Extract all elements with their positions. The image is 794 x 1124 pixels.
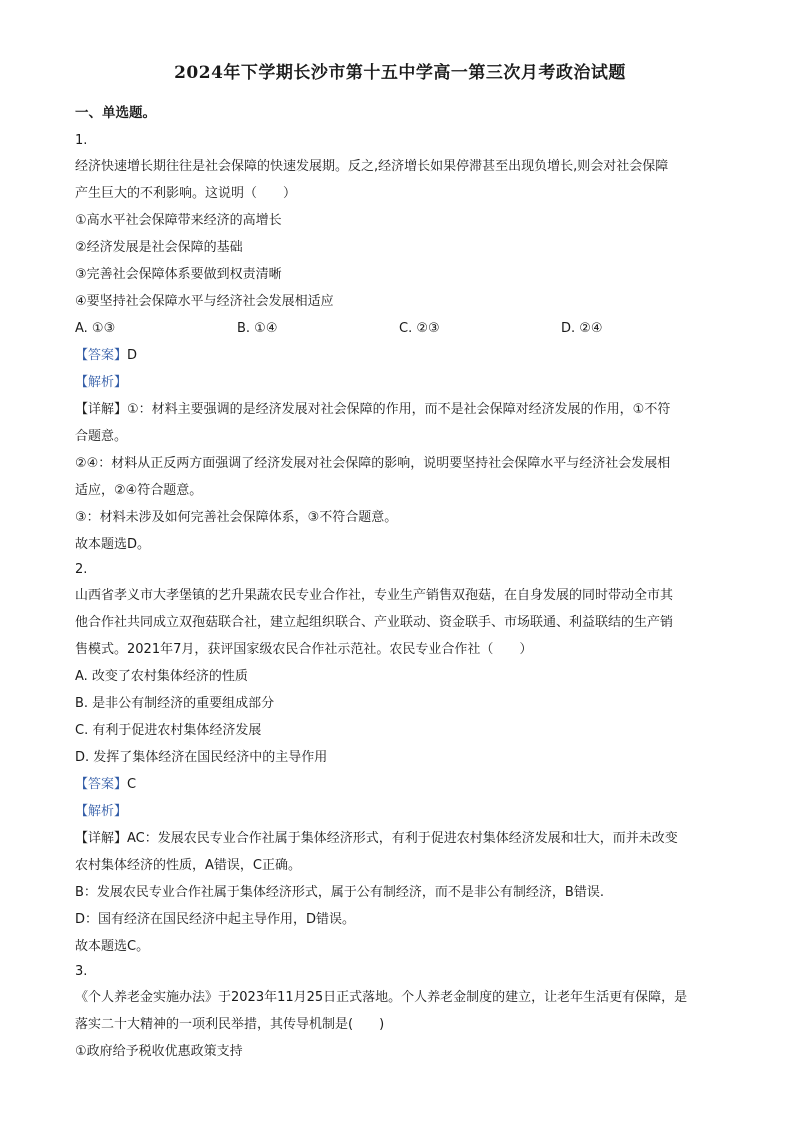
option-d: D. ②④ (561, 321, 603, 336)
answer-tag: 【答案】 (75, 777, 128, 792)
page-title: 2024年下学期长沙市第十五中学高一第三次月考政治试题 (174, 63, 626, 83)
statement-item: ①政府给予税收优惠政策支持 (75, 1044, 243, 1059)
question-number: 2. (75, 562, 88, 577)
answer-options (75, 315, 725, 342)
answer-value: C (127, 777, 137, 792)
question-stem: 产生巨大的不利影响。这说明（ ） (75, 186, 297, 201)
detail-text: D：国有经济在国民经济中起主导作用，D错误。 (75, 912, 356, 927)
detail-tag: 【详解】 (75, 402, 128, 417)
question-stem: 山西省孝义市大孝堡镇的艺升果蔬农民专业合作社，专业生产销售双孢菇，在自身发展的同时带动全市其 (75, 588, 674, 603)
answer-line (75, 342, 725, 369)
question-number: 3. (75, 964, 88, 979)
analysis-tag: 【解析】 (75, 375, 128, 390)
option-b: B. 是非公有制经济的重要组成部分 (75, 696, 275, 711)
detail-text: B：发展农民专业合作社属于集体经济形式，属于公有制经济，而不是非公有制经济，B错误. (75, 885, 604, 900)
detail-line (75, 825, 725, 852)
detail-tag: 【详解】 (75, 831, 128, 846)
option-b: B. ①④ (237, 321, 278, 336)
option-a: A. ①③ (75, 321, 116, 336)
question-2 (75, 558, 725, 960)
question-stem: 他合作社共同成立双孢菇联合社，建立起组织联合、产业联动、资金联手、市场联通、利益联结的生产销 (75, 615, 674, 630)
detail-line (75, 396, 725, 423)
statement-item: ④要坚持社会保障水平与经济社会发展相适应 (75, 294, 334, 309)
option-c: C. ②③ (399, 321, 440, 336)
conclusion: 故本题选D。 (75, 537, 151, 552)
exam-page (75, 58, 725, 1065)
detail-text: 适应，②④符合题意。 (75, 483, 203, 498)
option-c: C. 有利于促进农村集体经济发展 (75, 723, 262, 738)
analysis-tag: 【解析】 (75, 804, 128, 819)
statement-item: ①高水平社会保障带来经济的高增长 (75, 213, 282, 228)
detail-text: ③：材料未涉及如何完善社会保障体系，③不符合题意。 (75, 510, 398, 525)
option-a: A. 改变了农村集体经济的性质 (75, 669, 248, 684)
detail-text: 合题意。 (75, 429, 128, 444)
detail-text: ①：材料主要强调的是经济发展对社会保障的作用，而不是社会保障对经济发展的作用，①不符 (127, 402, 671, 417)
answer-line (75, 771, 725, 798)
analysis-line (75, 369, 725, 396)
section-heading: 一、单选题。 (75, 105, 156, 121)
option-d: D. 发挥了集体经济在国民经济中的主导作用 (75, 750, 328, 765)
question-stem: 《个人养老金实施办法》于2023年11月25日正式落地。个人养老金制度的建立，让老年生活更有保障，是 (75, 990, 688, 1005)
answer-value: D (127, 348, 138, 363)
question-stem: 售模式。2021年7月，获评国家级农民合作社示范社。农民专业合作社（ ） (75, 642, 533, 657)
analysis-line (75, 798, 725, 825)
conclusion: 故本题选C。 (75, 939, 150, 954)
statement-item: ③完善社会保障体系要做到权责清晰 (75, 267, 282, 282)
answer-tag: 【答案】 (75, 348, 128, 363)
detail-text: AC：发展农民专业合作社属于集体经济形式，有利于促进农村集体经济发展和壮大，而并未改变 (127, 831, 678, 846)
question-stem: 经济快速增长期往往是社会保障的快速发展期。反之,经济增长如果停滞甚至出现负增长,则会对社会保障 (75, 159, 669, 174)
statement-item: ②经济发展是社会保障的基础 (75, 240, 243, 255)
question-stem: 落实二十大精神的一项利民举措，其传导机制是( ) (75, 1017, 385, 1032)
detail-text: 农村集体经济的性质，A错误，C正确。 (75, 858, 301, 873)
question-1 (75, 129, 725, 558)
question-3 (75, 960, 725, 1065)
detail-text: ②④：材料从正反两方面强调了经济发展对社会保障的影响，说明要坚持社会保障水平与经济社会发展相 (75, 456, 671, 471)
question-number: 1. (75, 133, 88, 148)
